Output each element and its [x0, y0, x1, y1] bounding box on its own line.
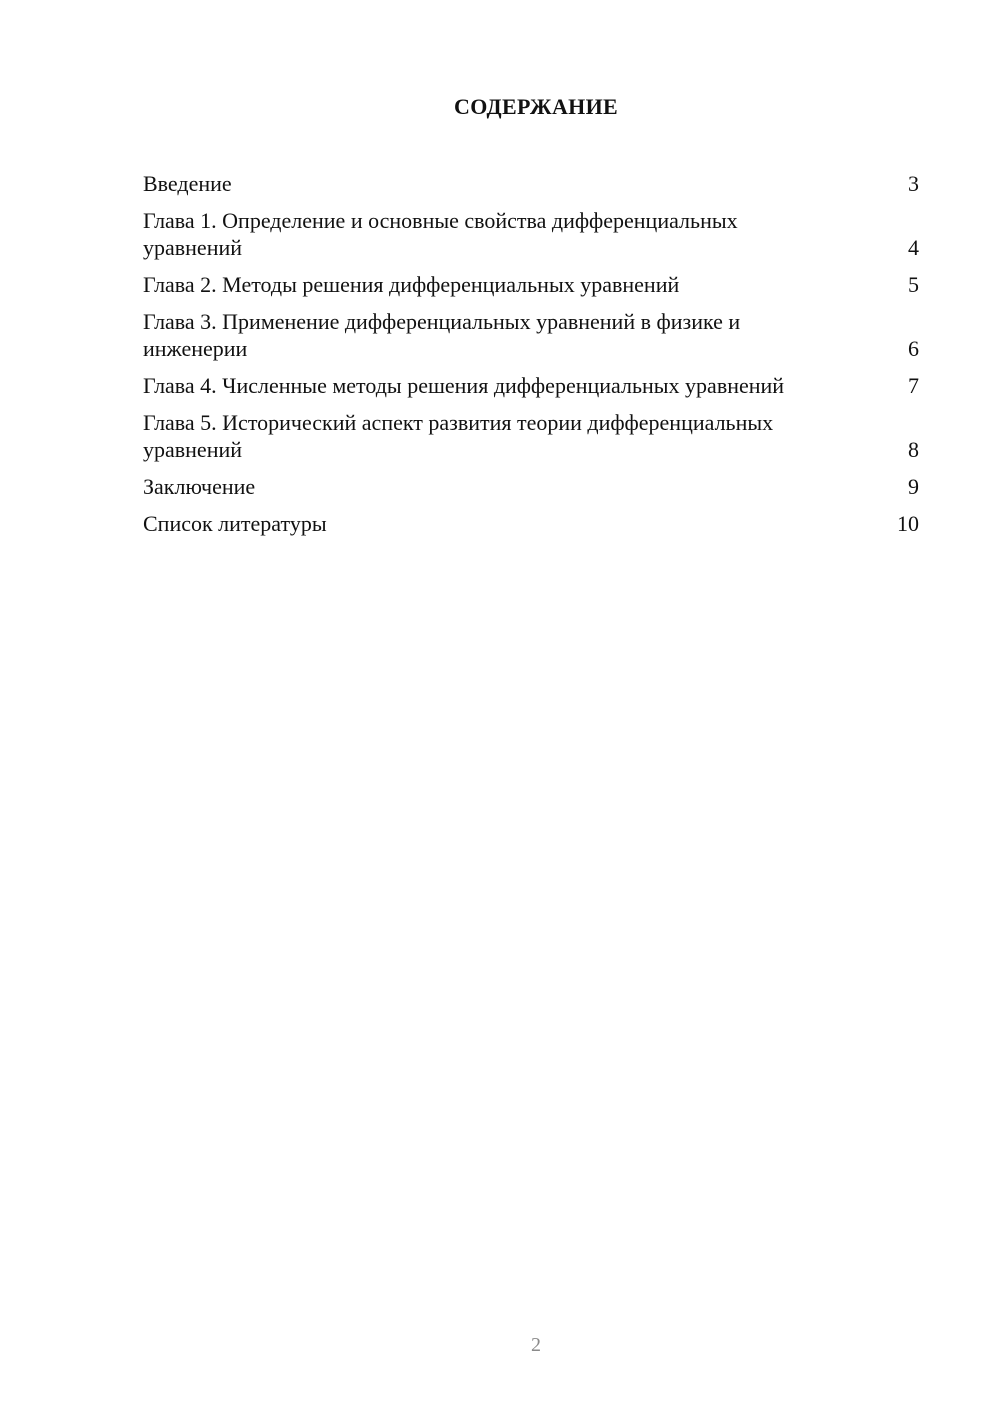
toc-entry-label: Глава 3. Применение дифференциальных уравнений в физике и инженерии — [143, 309, 741, 361]
toc-entry-chapter-3 — [143, 308, 919, 362]
table-of-contents — [143, 170, 919, 547]
toc-entry-page: 10 — [897, 511, 919, 536]
toc-entry-chapter-4 — [143, 372, 919, 399]
toc-entry-page: 5 — [908, 272, 919, 297]
toc-entry-label: Глава 2. Методы решения дифференциальных уравнений — [143, 272, 680, 297]
toc-entry-page: 4 — [908, 235, 919, 260]
page-number: 2 — [531, 1334, 541, 1356]
toc-entry-label: Глава 1. Определение и основные свойства дифференциальных уравнений — [143, 208, 738, 260]
toc-entry-chapter-2 — [143, 271, 919, 298]
toc-entry-introduction — [143, 170, 919, 197]
toc-entry-page: 7 — [908, 373, 919, 398]
toc-entry-page: 3 — [908, 171, 919, 196]
toc-entry-label: Введение — [143, 171, 232, 196]
toc-entry-label: Глава 5. Исторический аспект развития теории дифференциальных уравнений — [143, 410, 774, 462]
page-title: СОДЕРЖАНИЕ — [454, 94, 618, 119]
toc-entry-label: Список литературы — [143, 511, 327, 536]
toc-entry-conclusion — [143, 473, 919, 500]
toc-entry-label: Глава 4. Численные методы решения дифференциальных уравнений — [143, 373, 785, 398]
toc-entry-chapter-5 — [143, 409, 919, 463]
toc-entry-page: 6 — [908, 336, 919, 361]
toc-entry-page: 9 — [908, 474, 919, 499]
toc-entry-page: 8 — [908, 437, 919, 462]
toc-entry-bibliography — [143, 510, 919, 537]
toc-entry-chapter-1 — [143, 207, 919, 261]
toc-entry-label: Заключение — [143, 474, 256, 499]
